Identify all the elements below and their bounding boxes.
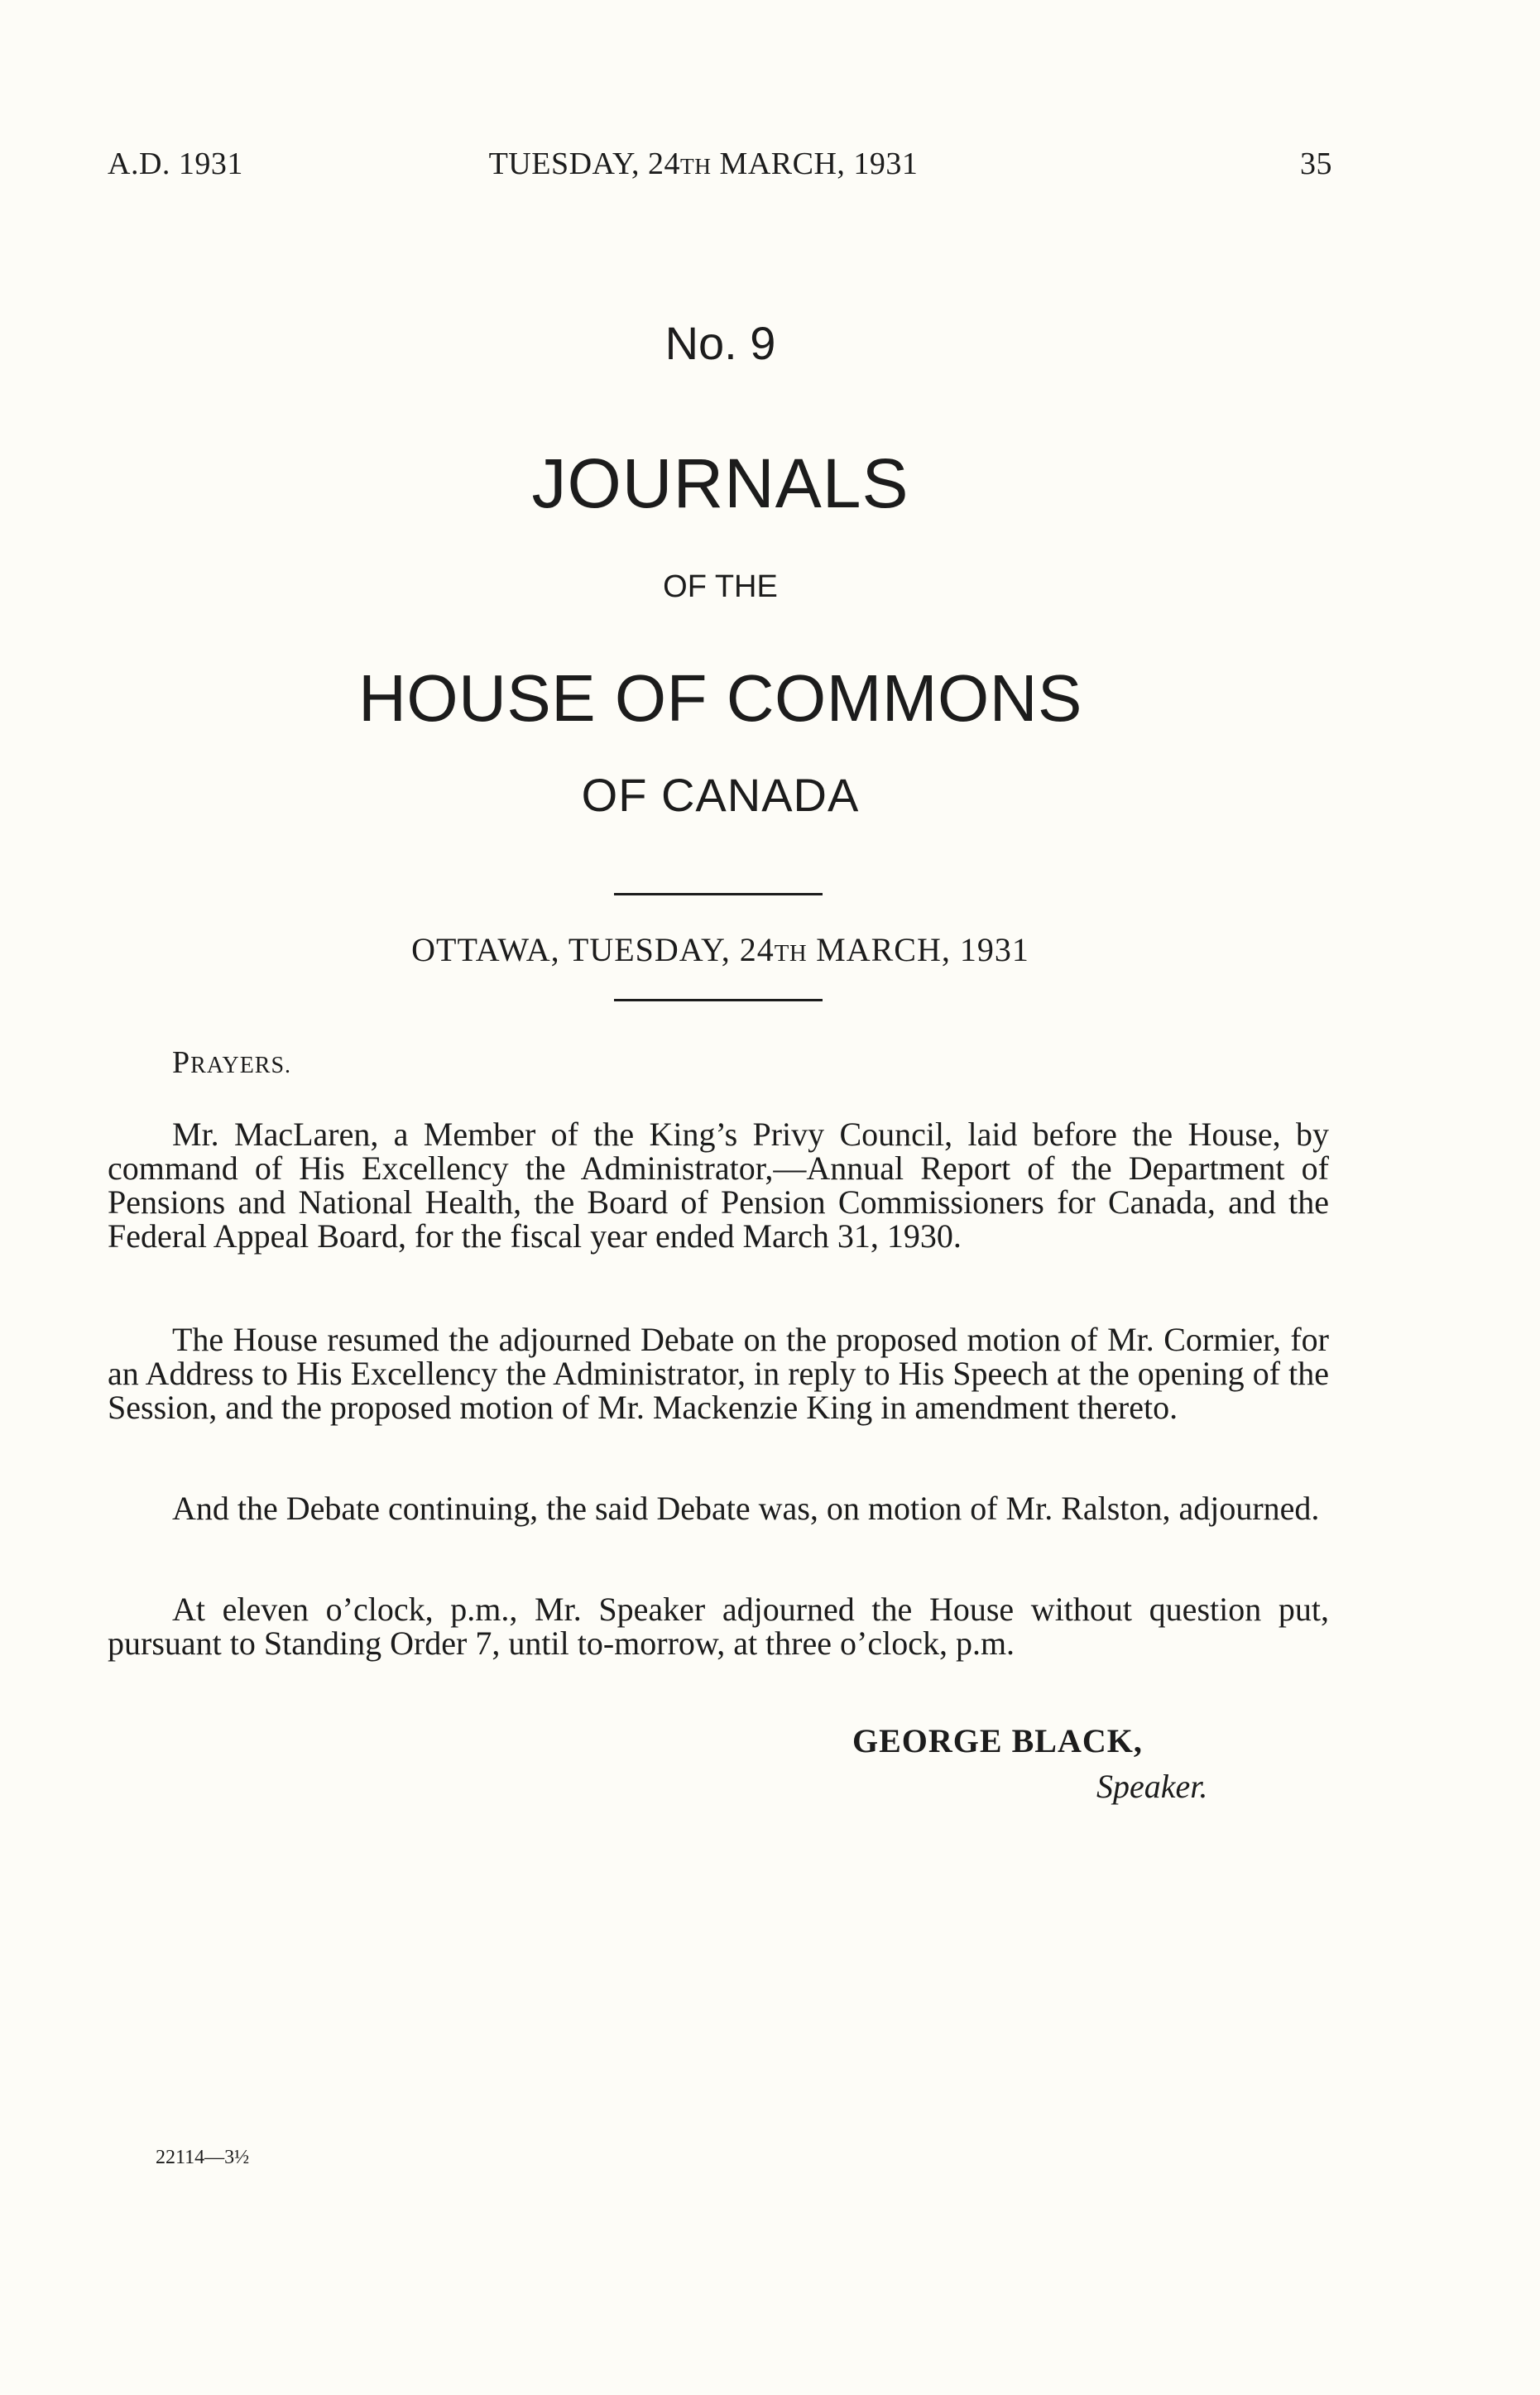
speaker-title: Speaker. — [1096, 1768, 1208, 1805]
paragraph-house-adjourned: At eleven o’clock, p.m., Mr. Speaker adjourned the House without question put, pursuant to Standing Order 7, until to-morrow, at three o’clock, p.m. — [108, 1591, 1329, 1662]
of-canada-label: OF CANADA — [581, 769, 860, 821]
paragraph-debate: The House resumed the adjourned Debate on the proposed motion of Mr. Cormier, for an Address to His Excellency the Administrator, in reply to His Speech at the opening of the Session, and the proposed motion of Mr. Mackenzie King in amendment thereto. — [108, 1321, 1329, 1426]
divider-rule-bottom — [614, 999, 823, 1001]
prayers-heading: PRAYERS. — [172, 1045, 292, 1080]
running-head — [108, 146, 1332, 187]
dateline: OTTAWA, TUESDAY, 24TH MARCH, 1931 — [411, 931, 1029, 968]
of-the-label: OF THE — [663, 569, 778, 604]
journal-number: No. 9 — [664, 317, 776, 369]
running-head-year: A.D. 1931 — [108, 146, 243, 181]
print-mark: 22114—3½ — [156, 2147, 250, 2168]
paragraph-report: Mr. MacLaren, a Member of the King’s Privy Council, laid before the House, by command of His Excellency the Administrator,—Annual Report of the Department of Pensions and National Health, the Board of Pension Commissioners for Canada, and the Federal Appeal Board, for the fiscal year ended March 31, 1930. — [108, 1116, 1329, 1255]
speaker-name: GEORGE BLACK, — [852, 1722, 1143, 1759]
page-number: 35 — [1300, 146, 1332, 181]
journals-title: JOURNALS — [531, 444, 909, 522]
divider-rule-top — [614, 893, 823, 895]
paragraph-adjourned: And the Debate continuing, the said Debate was, on motion of Mr. Ralston, adjourned. — [172, 1490, 1320, 1527]
running-head-date: TUESDAY, 24TH MARCH, 1931 — [488, 146, 919, 181]
house-of-commons-title: HOUSE OF COMMONS — [358, 661, 1082, 735]
